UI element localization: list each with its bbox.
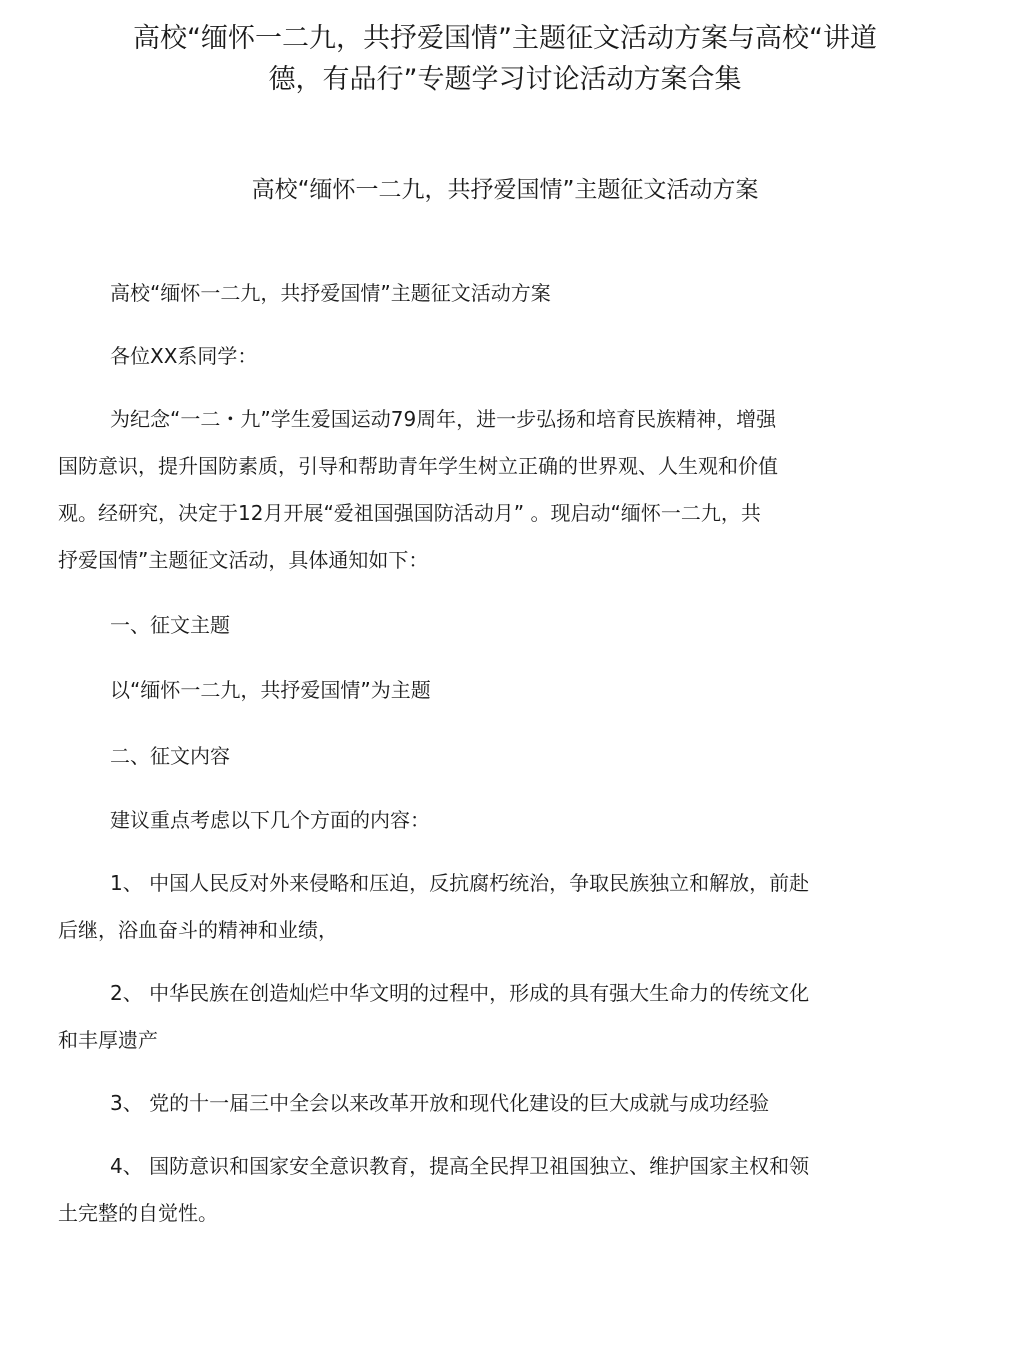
body-paragraph-line: 为纪念“一二・九”学生爱国运动79周年，进一步弘扬和培育民族精神，增强	[110, 407, 777, 431]
content-intro: 建议重点考虑以下几个方面的内容：	[110, 808, 430, 832]
document-title	[80, 18, 930, 100]
list-item-3: 3、 党的十一届三中全会以来改革开放和现代化建设的巨大成就与成功经验	[110, 1091, 770, 1115]
section-title: 高校“缅怀一二九，共抒爱国情”主题征文活动方案	[251, 177, 759, 203]
document-title-line-1: 高校“缅怀一二九，共抒爱国情”主题征文活动方案与高校“讲道	[133, 23, 877, 54]
theme-text: 以“缅怀一二九，共抒爱国情”为主题	[110, 678, 431, 702]
greeting: 各位XX系同学：	[110, 344, 258, 368]
list-item-1	[58, 860, 898, 954]
list-item-line: 土完整的自觉性。	[58, 1201, 218, 1225]
heading-content: 二、征文内容	[110, 744, 230, 768]
body-paragraph-line: 观。经研究，决定于12月开展“爱祖国强国防活动月” 。现启动“缅怀一二九，共	[58, 501, 761, 525]
heading-theme: 一、征文主题	[110, 613, 230, 637]
list-item-line: 4、 国防意识和国家安全意识教育，提高全民捍卫祖国独立、维护国家主权和领	[110, 1154, 810, 1178]
list-item-2	[58, 970, 898, 1064]
body-paragraph-line: 国防意识，提升国防素质，引导和帮助青年学生树立正确的世界观、人生观和价值	[58, 454, 778, 478]
body-paragraph	[58, 396, 898, 584]
list-item-line: 后继，浴血奋斗的精神和业绩，	[58, 918, 338, 942]
list-item-line: 2、 中华民族在创造灿烂中华文明的过程中，形成的具有强大生命力的传统文化	[110, 981, 810, 1005]
list-item-line: 和丰厚遗产	[58, 1028, 158, 1052]
list-item-4	[58, 1143, 898, 1237]
body-paragraph-line: 抒爱国情”主题征文活动，具体通知如下：	[58, 548, 429, 572]
document-title-line-2: 德，有品行”专题学习讨论活动方案合集	[268, 64, 742, 95]
list-item-line: 1、 中国人民反对外来侵略和压迫，反抗腐朽统治，争取民族独立和解放，前赴	[110, 871, 810, 895]
intro-title: 高校“缅怀一二九，共抒爱国情”主题征文活动方案	[110, 281, 551, 305]
